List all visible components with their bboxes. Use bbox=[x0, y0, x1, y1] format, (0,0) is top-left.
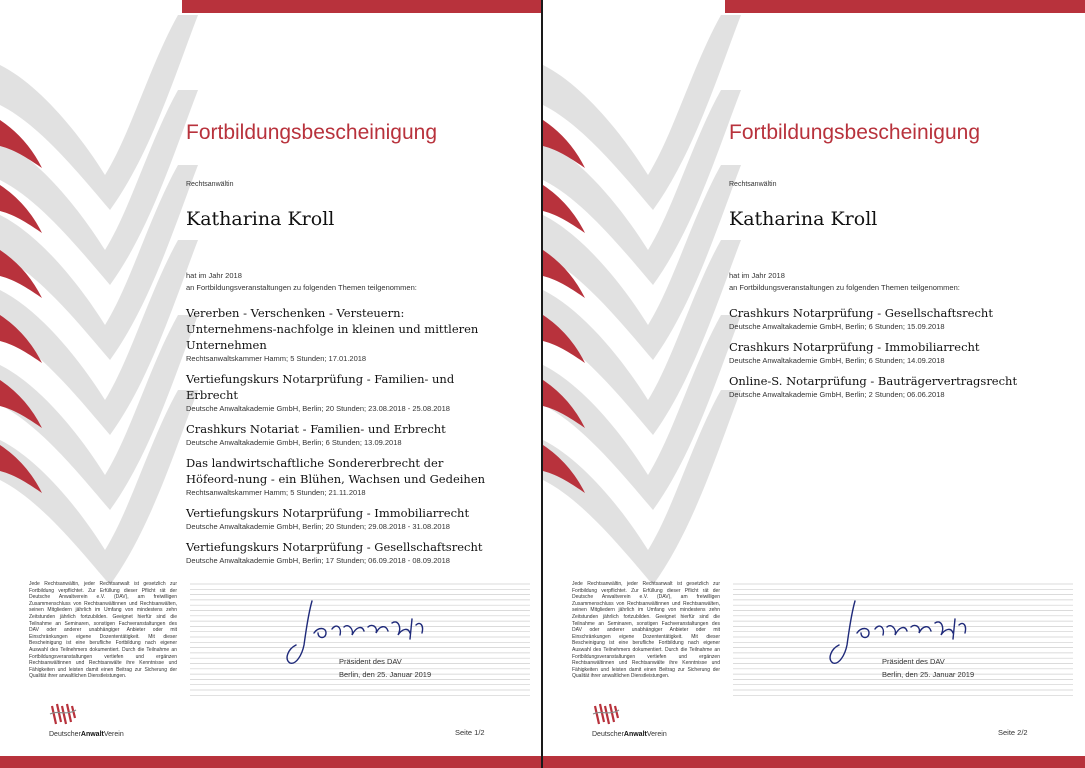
intro-line-1: hat im Jahr 2018 bbox=[186, 271, 242, 280]
course-meta: Deutsche Anwaltakademie GmbH, Berlin; 6 Stunden; 15.09.2018 bbox=[729, 322, 945, 331]
president-title: Präsident des DAV bbox=[882, 657, 945, 666]
course-title: Vertiefungskurs Notarprüfung - Familien- und Erbrecht bbox=[186, 372, 455, 402]
course-item bbox=[729, 305, 1029, 332]
course-meta: Rechtsanwaltskammer Hamm; 5 Stunden; 21.11.2018 bbox=[186, 488, 366, 497]
page-title: Fortbildungsbescheinigung bbox=[186, 121, 438, 144]
course-item bbox=[186, 371, 486, 414]
certificate-page-1 bbox=[0, 0, 542, 768]
dav-logo-icon bbox=[48, 702, 78, 728]
course-title: Vertiefungskurs Notarprüfung - Gesellschaftsrecht bbox=[186, 540, 483, 554]
course-item bbox=[186, 421, 486, 448]
intro-line-2: an Fortbildungsveranstaltungen zu folgenden Themen teilgenommen: bbox=[186, 283, 417, 292]
course-item bbox=[729, 339, 1029, 366]
page-title: Fortbildungsbescheinigung bbox=[729, 121, 981, 144]
course-item bbox=[729, 373, 1029, 400]
certificate-page-2 bbox=[543, 0, 1085, 768]
signature-caption bbox=[339, 655, 431, 681]
intro-line-2: an Fortbildungsveranstaltungen zu folgenden Themen teilgenommen: bbox=[729, 283, 960, 292]
top-accent-bar bbox=[182, 0, 542, 13]
place-date: Berlin, den 25. Januar 2019 bbox=[882, 670, 975, 679]
role-label: Rechtsanwältin bbox=[729, 181, 777, 188]
signature-caption bbox=[882, 655, 974, 681]
course-meta: Deutsche Anwaltakademie GmbH, Berlin; 20 Stunden; 23.08.2018 - 25.08.2018 bbox=[186, 404, 450, 413]
president-title: Präsident des DAV bbox=[339, 657, 402, 666]
legal-notice: Jede Rechtsanwältin, jeder Rechtsanwalt ist gesetzlich zur Fortbildung verpflichtet. Zur Erfüllung dieser Pflicht rät der Deutsche Anwaltverein e.V. (DAV), am freiwilligen Zusammenschluss von Rechtsanwältinnen und Rechtsanwälten, seinen Mitgliedern jährlich im Umfang von mindestens zehn Zeitstunden jährlich fortzubilden. Geeignet hierfür sind die Teilnahme an Seminaren, sonstigen Fachveranstaltungen des DAV oder anderer unabhängiger Anbieter oder mit Einschränkungen eigene Dozententätigkeit. Mit dieser Bescheinigung ist eine berufliche Fortbildung nach eigener Auswahl des Teilnehmers dokumentiert. Durch die Teilnahme an Fortbildungsveranstaltungen vertiefen und ergänzen Rechtsanwältinnen und Rechtsanwälte ihre Kenntnisse und Fähigkeiten und leisten damit einen Beitrag zur Sicherung der Qualität ihrer anwaltlichen Dienstleistungen. bbox=[572, 581, 720, 680]
course-item bbox=[186, 505, 486, 532]
course-item bbox=[186, 539, 486, 566]
place-date: Berlin, den 25. Januar 2019 bbox=[339, 670, 432, 679]
course-meta: Deutsche Anwaltakademie GmbH, Berlin; 6 Stunden; 14.09.2018 bbox=[729, 356, 945, 365]
course-list bbox=[729, 305, 1029, 407]
course-item bbox=[186, 305, 486, 364]
course-item bbox=[186, 455, 486, 498]
intro-line-1: hat im Jahr 2018 bbox=[729, 271, 785, 280]
course-list bbox=[186, 305, 486, 573]
course-title: Vertiefungskurs Notarprüfung - Immobiliarrecht bbox=[186, 506, 470, 520]
dav-logo-text: DeutscherAnwaltVerein bbox=[49, 731, 124, 738]
page-number: Seite 1/2 bbox=[455, 728, 485, 737]
dav-logo-icon bbox=[591, 702, 621, 728]
course-meta: Rechtsanwaltskammer Hamm; 5 Stunden; 17.01.2018 bbox=[186, 354, 367, 363]
course-meta: Deutsche Anwaltakademie GmbH, Berlin; 20 Stunden; 29.08.2018 - 31.08.2018 bbox=[186, 522, 450, 531]
course-meta: Deutsche Anwaltakademie GmbH, Berlin; 2 Stunden; 06.06.2018 bbox=[729, 390, 945, 399]
participant-name: Katharina Kroll bbox=[186, 208, 335, 230]
course-title: Das landwirtschaftliche Sondererbrecht der Höfeord-nung - ein Blühen, Wachsen und Gedeihen bbox=[186, 456, 486, 486]
course-title: Crashkurs Notariat - Familien- und Erbrecht bbox=[186, 422, 446, 436]
course-title: Crashkurs Notarprüfung - Gesellschaftsrecht bbox=[729, 306, 993, 320]
intro-text bbox=[186, 270, 417, 294]
participant-name: Katharina Kroll bbox=[729, 208, 878, 230]
bottom-accent-bar bbox=[0, 756, 542, 768]
top-accent-bar bbox=[725, 0, 1085, 13]
bottom-accent-bar bbox=[543, 756, 1085, 768]
dav-logo-text: DeutscherAnwaltVerein bbox=[592, 731, 667, 738]
intro-text bbox=[729, 270, 960, 294]
role-label: Rechtsanwältin bbox=[186, 181, 234, 188]
page-number: Seite 2/2 bbox=[998, 728, 1028, 737]
course-meta: Deutsche Anwaltakademie GmbH, Berlin; 6 Stunden; 13.09.2018 bbox=[186, 438, 402, 447]
course-meta: Deutsche Anwaltakademie GmbH, Berlin; 17 Stunden; 06.09.2018 - 08.09.2018 bbox=[186, 556, 450, 565]
course-title: Vererben - Verschenken - Versteuern: Unternehmens-nachfolge in kleinen und mittleren Unternehmen bbox=[186, 306, 479, 352]
legal-notice: Jede Rechtsanwältin, jeder Rechtsanwalt ist gesetzlich zur Fortbildung verpflichtet. Zur Erfüllung dieser Pflicht rät der Deutsche Anwaltverein e.V. (DAV), am freiwilligen Zusammenschluss von Rechtsanwältinnen und Rechtsanwälten, seinen Mitgliedern jährlich im Umfang von mindestens zehn Zeitstunden jährlich fortzubilden. Geeignet hierfür sind die Teilnahme an Seminaren, sonstigen Fachveranstaltungen des DAV oder anderer unabhängiger Anbieter oder mit Einschränkungen eigene Dozententätigkeit. Mit dieser Bescheinigung ist eine berufliche Fortbildung nach eigener Auswahl des Teilnehmers dokumentiert. Durch die Teilnahme an Fortbildungsveranstaltungen vertiefen und ergänzen Rechtsanwältinnen und Rechtsanwälte ihre Kenntnisse und Fähigkeiten und leisten damit einen Beitrag zur Sicherung der Qualität ihrer anwaltlichen Dienstleistungen. bbox=[29, 581, 177, 680]
course-title: Crashkurs Notarprüfung - Immobiliarrecht bbox=[729, 340, 980, 354]
course-title: Online-S. Notarprüfung - Bauträgervertragsrecht bbox=[729, 374, 1018, 388]
